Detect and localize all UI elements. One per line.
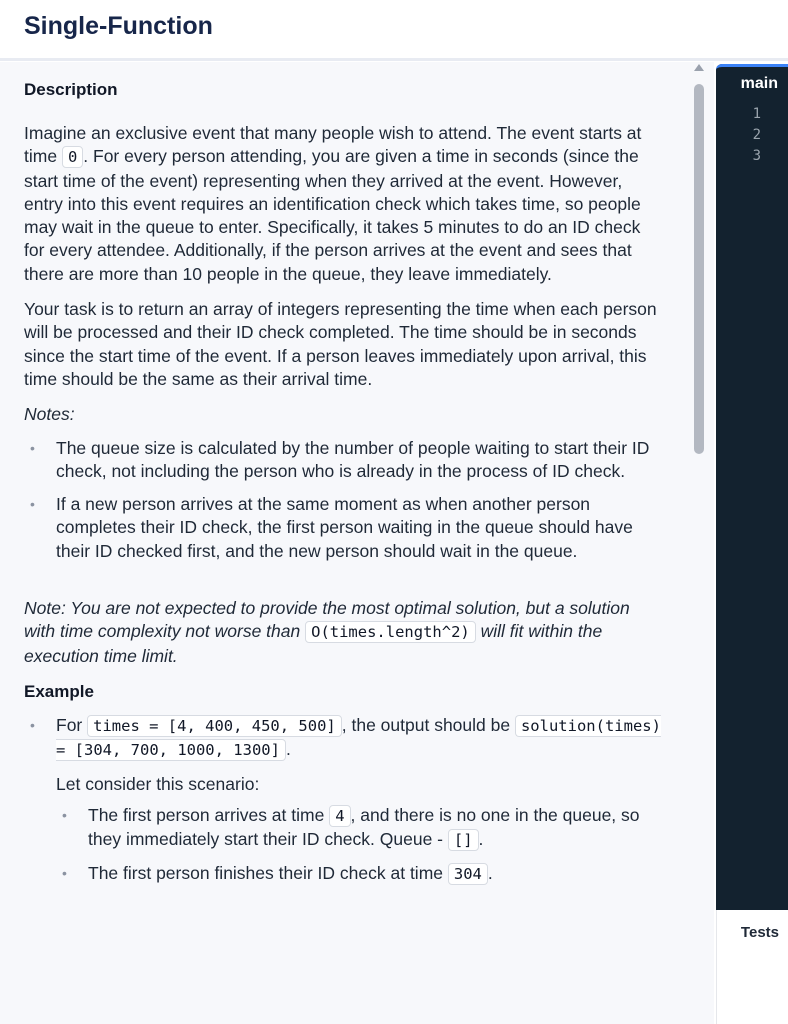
step-text-c: . (478, 829, 484, 850)
intro-text-a: Imagine an exclusive event that many people wish to attend. (24, 123, 492, 143)
bullet-icon: • (62, 806, 67, 823)
list-item (56, 862, 664, 886)
tests-tab[interactable]: Tests (740, 924, 779, 941)
line-number: 1 (752, 106, 761, 122)
list-item (56, 804, 664, 853)
scrollbar-thumb[interactable] (694, 84, 704, 454)
step-text-b: . (487, 863, 493, 884)
scenario-intro: Let consider this scenario: (56, 773, 260, 794)
line-number: 2 (752, 127, 761, 143)
example-output-text: , the output should be (341, 714, 511, 735)
inline-code-complexity: O(times.length^2) (305, 621, 476, 643)
inline-code-time: 4 (329, 805, 350, 827)
note-text: The queue size is calculated by the number of people waiting to start their ID check, not including the person who is already in the process of ID check. (56, 437, 650, 481)
description-content (24, 80, 664, 887)
description-heading: Description (24, 80, 118, 99)
complexity-text-a: Note: You are not expected to provide the most optimal solution, but a solution with time complexity not worse than (24, 598, 630, 642)
list-item (24, 714, 664, 887)
example-list (24, 714, 664, 887)
header (0, 0, 788, 61)
notes-list (24, 437, 664, 563)
line-number-gutter (753, 104, 761, 167)
step-text-a: The first person arrives at time (88, 804, 325, 825)
inline-code-queue: [] (448, 829, 479, 851)
bullet-icon: • (30, 439, 35, 456)
inline-code-time: 304 (448, 863, 488, 885)
inline-code-zero: 0 (62, 146, 83, 168)
description-panel (0, 62, 714, 1024)
step-text-a: The first person finishes their ID check at time (88, 863, 443, 884)
code-editor[interactable] (716, 64, 788, 910)
complexity-text-b: will fit within the execution time limit. (24, 621, 603, 666)
notes-title: Notes: (24, 404, 75, 425)
scroll-up-arrow-icon[interactable] (694, 64, 704, 71)
bullet-icon: • (30, 496, 35, 513)
note-text: If a new person arrives at the same moment as when another person completes their ID check, the first person waiting in the queue should have their ID checked first, and the new person should wait in the queue. (56, 494, 633, 561)
example-heading: Example (24, 681, 94, 701)
example-for: For (56, 714, 83, 735)
inline-code-output: solution(times) = [304, 700, 1000, 1300] (56, 716, 661, 760)
example-period: . (285, 739, 291, 760)
complexity-note (24, 597, 664, 668)
tab-main[interactable]: main (716, 64, 788, 96)
tests-panel (716, 910, 788, 1024)
line-number: 3 (752, 148, 761, 164)
scenario-steps (56, 804, 664, 887)
list-item (24, 493, 664, 563)
page-title: Single-Function (24, 12, 213, 40)
intro-paragraph (24, 122, 664, 286)
intro-text-b: The event starts at time (24, 123, 642, 167)
bullet-icon: • (30, 716, 35, 733)
task-paragraph: Your task is to return an array of integers representing the time when each person will be processed and their ID check completed. The time should be in seconds since the start time of the event. If a person leaves immediately upon arrival, this time should be the same as their arrival time. (24, 299, 657, 389)
bullet-icon: • (62, 865, 67, 882)
list-item (24, 437, 664, 484)
inline-code-input: times = [4, 400, 450, 500] (87, 715, 342, 737)
step-text-b: , and there is no one in the queue, so they immediately start their ID check. Queue - (88, 804, 640, 850)
description-scrollbar[interactable] (692, 62, 706, 1024)
intro-text-c: . For every person attending, you are given a time in seconds (since the start time of the event) representing when they arrived at the event. However, entry into this event requires an identification check which takes time, so people may wait in the queue to enter. Specifically, it takes 5 minutes to do an ID check for every attendee. Additionally, if the person arrives at the event and sees that there are more than 10 people in the queue, they leave immediately. (24, 146, 641, 284)
